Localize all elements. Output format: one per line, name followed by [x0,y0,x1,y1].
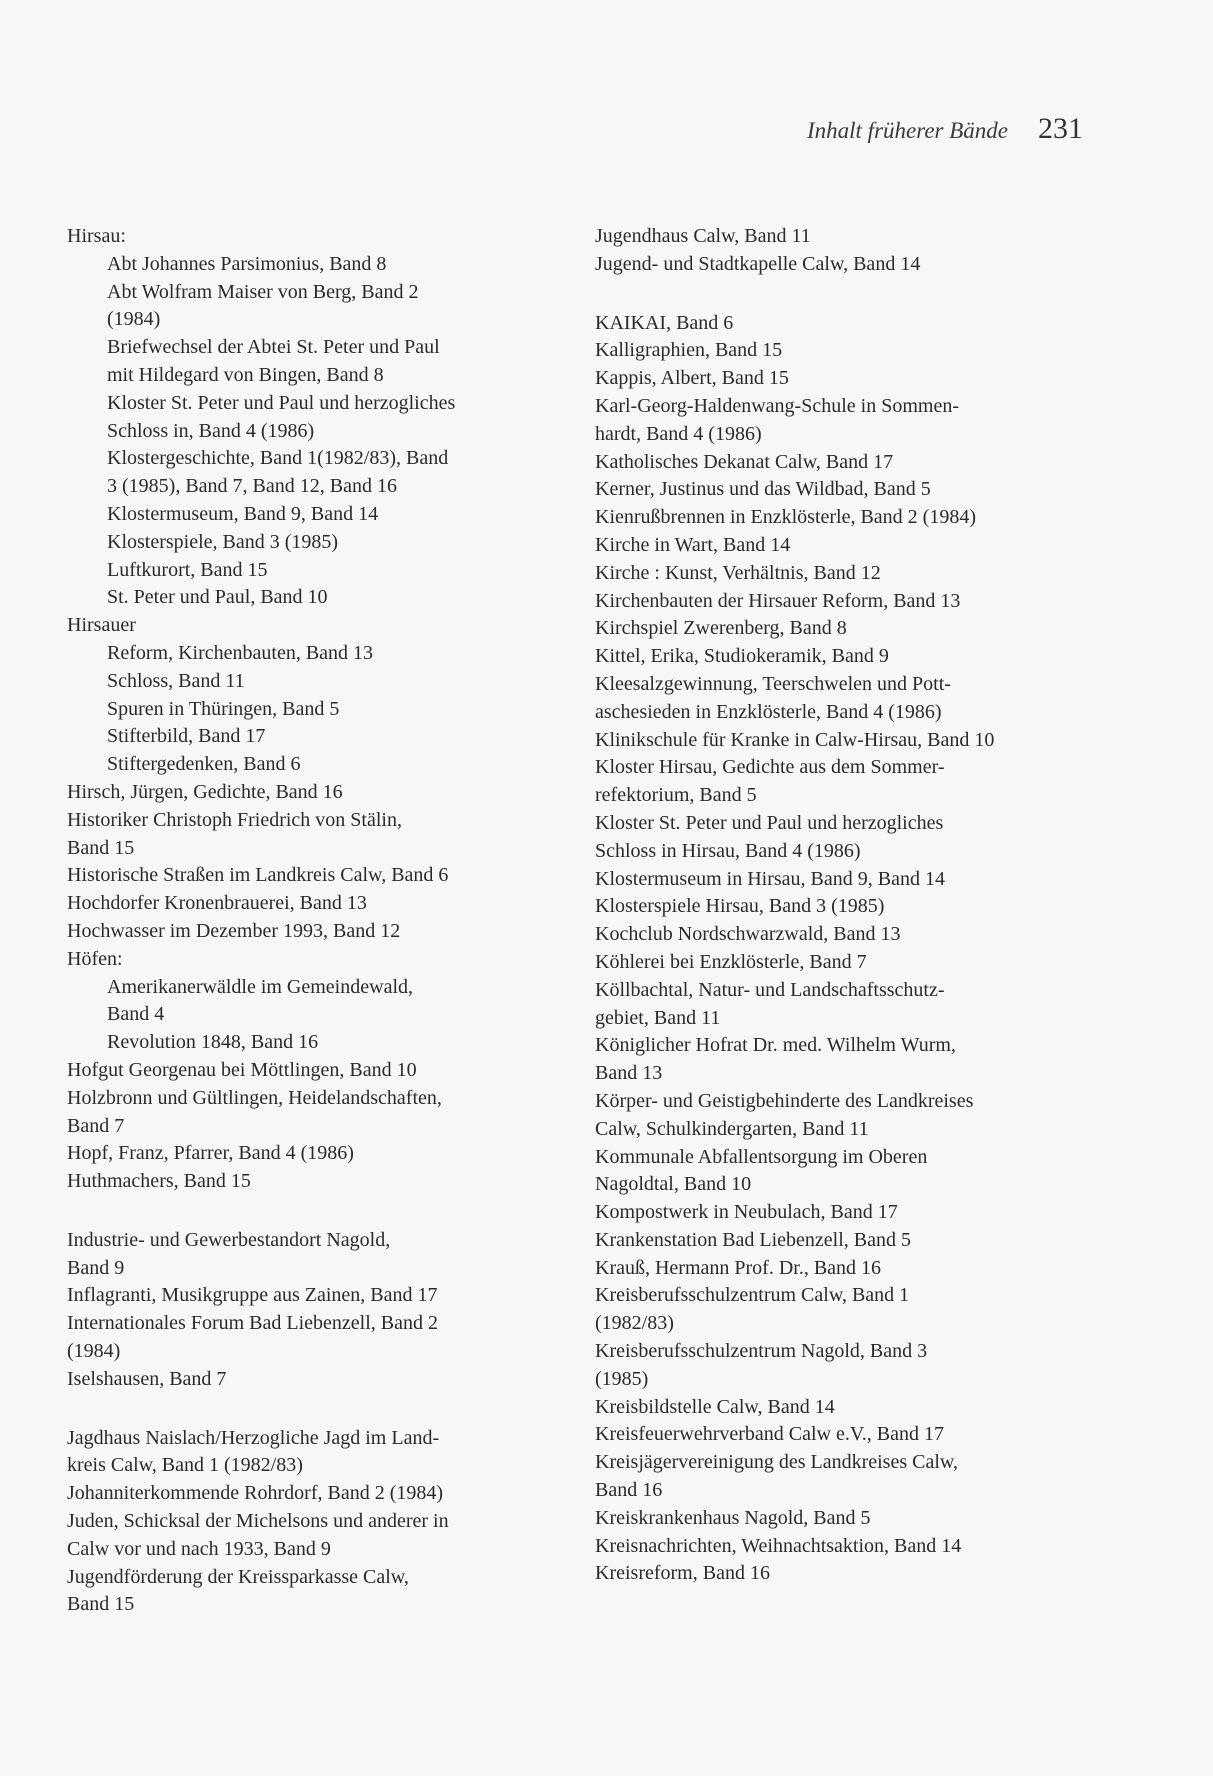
index-entry: (1985) [595,1367,649,1390]
index-entry: Kloster St. Peter und Paul und herzogliches [595,811,944,834]
index-subentry: Stiftergedenken, Band 6 [107,753,301,776]
page-number: 231 [1038,112,1083,145]
section-gap [595,279,1105,310]
index-entry: Kerner, Justinus und das Wildbad, Band 5 [595,478,931,501]
index-subentry: Briefwechsel der Abtei St. Peter und Paul [107,336,440,359]
index-entry: Iselshausen, Band 7 [67,1367,227,1390]
index-entry: Kreisberufsschulzentrum Calw, Band 1 [595,1284,910,1307]
index-subentry: (1984) [107,308,161,331]
index-entry: (1984) [67,1340,121,1363]
index-entry: Jagdhaus Naislach/Herzogliche Jagd im Land- [67,1426,440,1449]
index-entry: hardt, Band 4 (1986) [595,422,762,445]
index-entry: Jugendförderung der Kreissparkasse Calw, [67,1565,409,1588]
index-entry: Jugendhaus Calw, Band 11 [595,225,811,247]
index-entry: Historiker Christoph Friedrich von Stälin, [67,808,402,831]
index-entry: Königlicher Hofrat Dr. med. Wilhelm Wurm, [595,1034,956,1057]
index-entry: gebiet, Band 11 [595,1006,721,1029]
index-entry: Kreiskrankenhaus Nagold, Band 5 [595,1506,871,1529]
index-entry: Kirchspiel Zwerenberg, Band 8 [595,617,847,640]
index-entry: Kirche : Kunst, Verhältnis, Band 12 [595,561,881,584]
index-entry: Krauß, Hermann Prof. Dr., Band 16 [595,1256,882,1279]
index-entry: Kreisnachrichten, Weihnachtsaktion, Band 14 [595,1534,962,1557]
index-entry: Kalligraphien, Band 15 [595,339,783,362]
index-entry: Band 13 [595,1062,663,1085]
index-entry: Klinikschule für Kranke in Calw-Hirsau, Band 10 [595,728,995,751]
index-entry: Kirche in Wart, Band 14 [595,533,791,556]
index-entry: kreis Calw, Band 1 (1982/83) [67,1454,303,1477]
index-subentry: Revolution 1848, Band 16 [107,1031,319,1054]
index-subentry: Spuren in Thüringen, Band 5 [107,697,340,720]
index-entry: Kittel, Erika, Studiokeramik, Band 9 [595,645,889,668]
index-entry: Kappis, Albert, Band 15 [595,367,789,390]
index-subentry: Klostergeschichte, Band 1(1982/83), Band [107,447,449,470]
index-subentry: mit Hildegard von Bingen, Band 8 [107,363,384,386]
index-subentry: Klostermuseum, Band 9, Band 14 [107,502,379,525]
index-entry: Calw vor und nach 1933, Band 9 [67,1537,331,1560]
index-subentry: St. Peter und Paul, Band 10 [107,586,328,609]
index-entry: Holzbronn und Gültlingen, Heidelandschaften, [67,1086,442,1109]
index-entry: Köllbachtal, Natur- und Landschaftsschutz- [595,978,945,1001]
index-entry: Kochclub Nordschwarzwald, Band 13 [595,923,901,946]
index-entry: Köhlerei bei Enzklösterle, Band 7 [595,950,867,973]
index-entry: Kloster Hirsau, Gedichte aus dem Sommer- [595,756,945,779]
index-entry: Hopf, Franz, Pfarrer, Band 4 (1986) [67,1142,354,1165]
index-entry: Band 7 [67,1114,125,1137]
index-entry: KAIKAI, Band 6 [595,311,734,334]
running-header [807,112,1083,146]
index-entry: Klosterspiele Hirsau, Band 3 (1985) [595,895,885,918]
index-entry: Katholisches Dekanat Calw, Band 17 [595,450,894,473]
index-subentry: Klosterspiele, Band 3 (1985) [107,530,339,553]
index-column-left [67,223,567,1619]
index-entry: Johanniterkommende Rohrdorf, Band 2 (1984) [67,1482,444,1505]
index-entry: Band 15 [67,1593,135,1616]
index-entry: refektorium, Band 5 [595,784,757,807]
index-entry: Hochwasser im Dezember 1993, Band 12 [67,919,401,942]
index-entry: Jugend- und Stadtkapelle Calw, Band 14 [595,252,921,275]
index-entry: Hirsau: [67,225,126,247]
index-entry: Huthmachers, Band 15 [67,1170,251,1193]
index-entry: Krankenstation Bad Liebenzell, Band 5 [595,1228,912,1251]
index-entry: Schloss in Hirsau, Band 4 (1986) [595,839,861,862]
index-subentry: Abt Johannes Parsimonius, Band 8 [107,252,387,275]
index-entry: Historische Straßen im Landkreis Calw, Band 6 [67,864,449,887]
index-subentry: Abt Wolfram Maiser von Berg, Band 2 [107,280,419,303]
index-subentry: Luftkurort, Band 15 [107,558,268,581]
index-entry: Hofgut Georgenau bei Möttlingen, Band 10 [67,1058,417,1081]
index-entry: Hochdorfer Kronenbrauerei, Band 13 [67,892,367,915]
index-entry: Kirchenbauten der Hirsauer Reform, Band 13 [595,589,961,612]
index-subentry: Schloss in, Band 4 (1986) [107,419,315,442]
index-entry: (1982/83) [595,1312,674,1335]
index-entry: Kreisbildstelle Calw, Band 14 [595,1395,835,1418]
index-entry: Internationales Forum Bad Liebenzell, Band 2 [67,1312,439,1335]
index-entry: Kienrußbrennen in Enzklösterle, Band 2 (1984) [595,506,977,529]
index-entry: Klostermuseum in Hirsau, Band 9, Band 14 [595,867,945,890]
section-gap [67,1196,567,1227]
index-entry: Kreisberufsschulzentrum Nagold, Band 3 [595,1340,928,1363]
index-subentry: Reform, Kirchenbauten, Band 13 [107,641,374,664]
index-subentry: Band 4 [107,1003,165,1026]
index-entry: Hirsch, Jürgen, Gedichte, Band 16 [67,780,343,803]
index-subentry: Kloster St. Peter und Paul und herzogliches [107,391,456,414]
index-entry: Band 16 [595,1479,663,1502]
index-subentry: Amerikanerwäldle im Gemeindewald, [107,975,413,998]
index-entry: Calw, Schulkindergarten, Band 11 [595,1117,869,1140]
index-entry: Kreisjägervereinigung des Landkreises Calw, [595,1451,959,1474]
index-entry: Industrie- und Gewerbestandort Nagold, [67,1228,391,1251]
index-entry: Höfen: [67,947,123,970]
index-entry: Kompostwerk in Neubulach, Band 17 [595,1201,898,1224]
index-subentry: Stifterbild, Band 17 [107,725,266,748]
index-entry: Inflagranti, Musikgruppe aus Zainen, Band 17 [67,1284,438,1307]
index-entry: Kleesalzgewinnung, Teerschwelen und Pott- [595,672,951,695]
index-entry: Kommunale Abfallentsorgung im Oberen [595,1145,928,1168]
index-subentry: Schloss, Band 11 [107,669,245,692]
index-column-right [595,223,1105,1588]
index-entry: Kreisreform, Band 16 [595,1562,770,1585]
index-subentry: 3 (1985), Band 7, Band 12, Band 16 [107,475,397,498]
index-entry: Band 9 [67,1256,125,1279]
header-title: Inhalt früherer Bände [806,118,1008,143]
index-entry: Juden, Schicksal der Michelsons und anderer in [67,1510,449,1533]
index-entry: Kreisfeuerwehrverband Calw e.V., Band 17 [595,1423,944,1446]
section-gap [67,1394,567,1425]
index-entry: Hirsauer [67,614,136,637]
index-entry: Körper- und Geistigbehinderte des Landkreises [595,1089,974,1112]
index-entry: Karl-Georg-Haldenwang-Schule in Sommen- [595,394,959,417]
index-entry: Band 15 [67,836,135,859]
index-entry: Nagoldtal, Band 10 [595,1173,752,1196]
index-entry: aschesieden in Enzklösterle, Band 4 (1986) [595,700,942,723]
